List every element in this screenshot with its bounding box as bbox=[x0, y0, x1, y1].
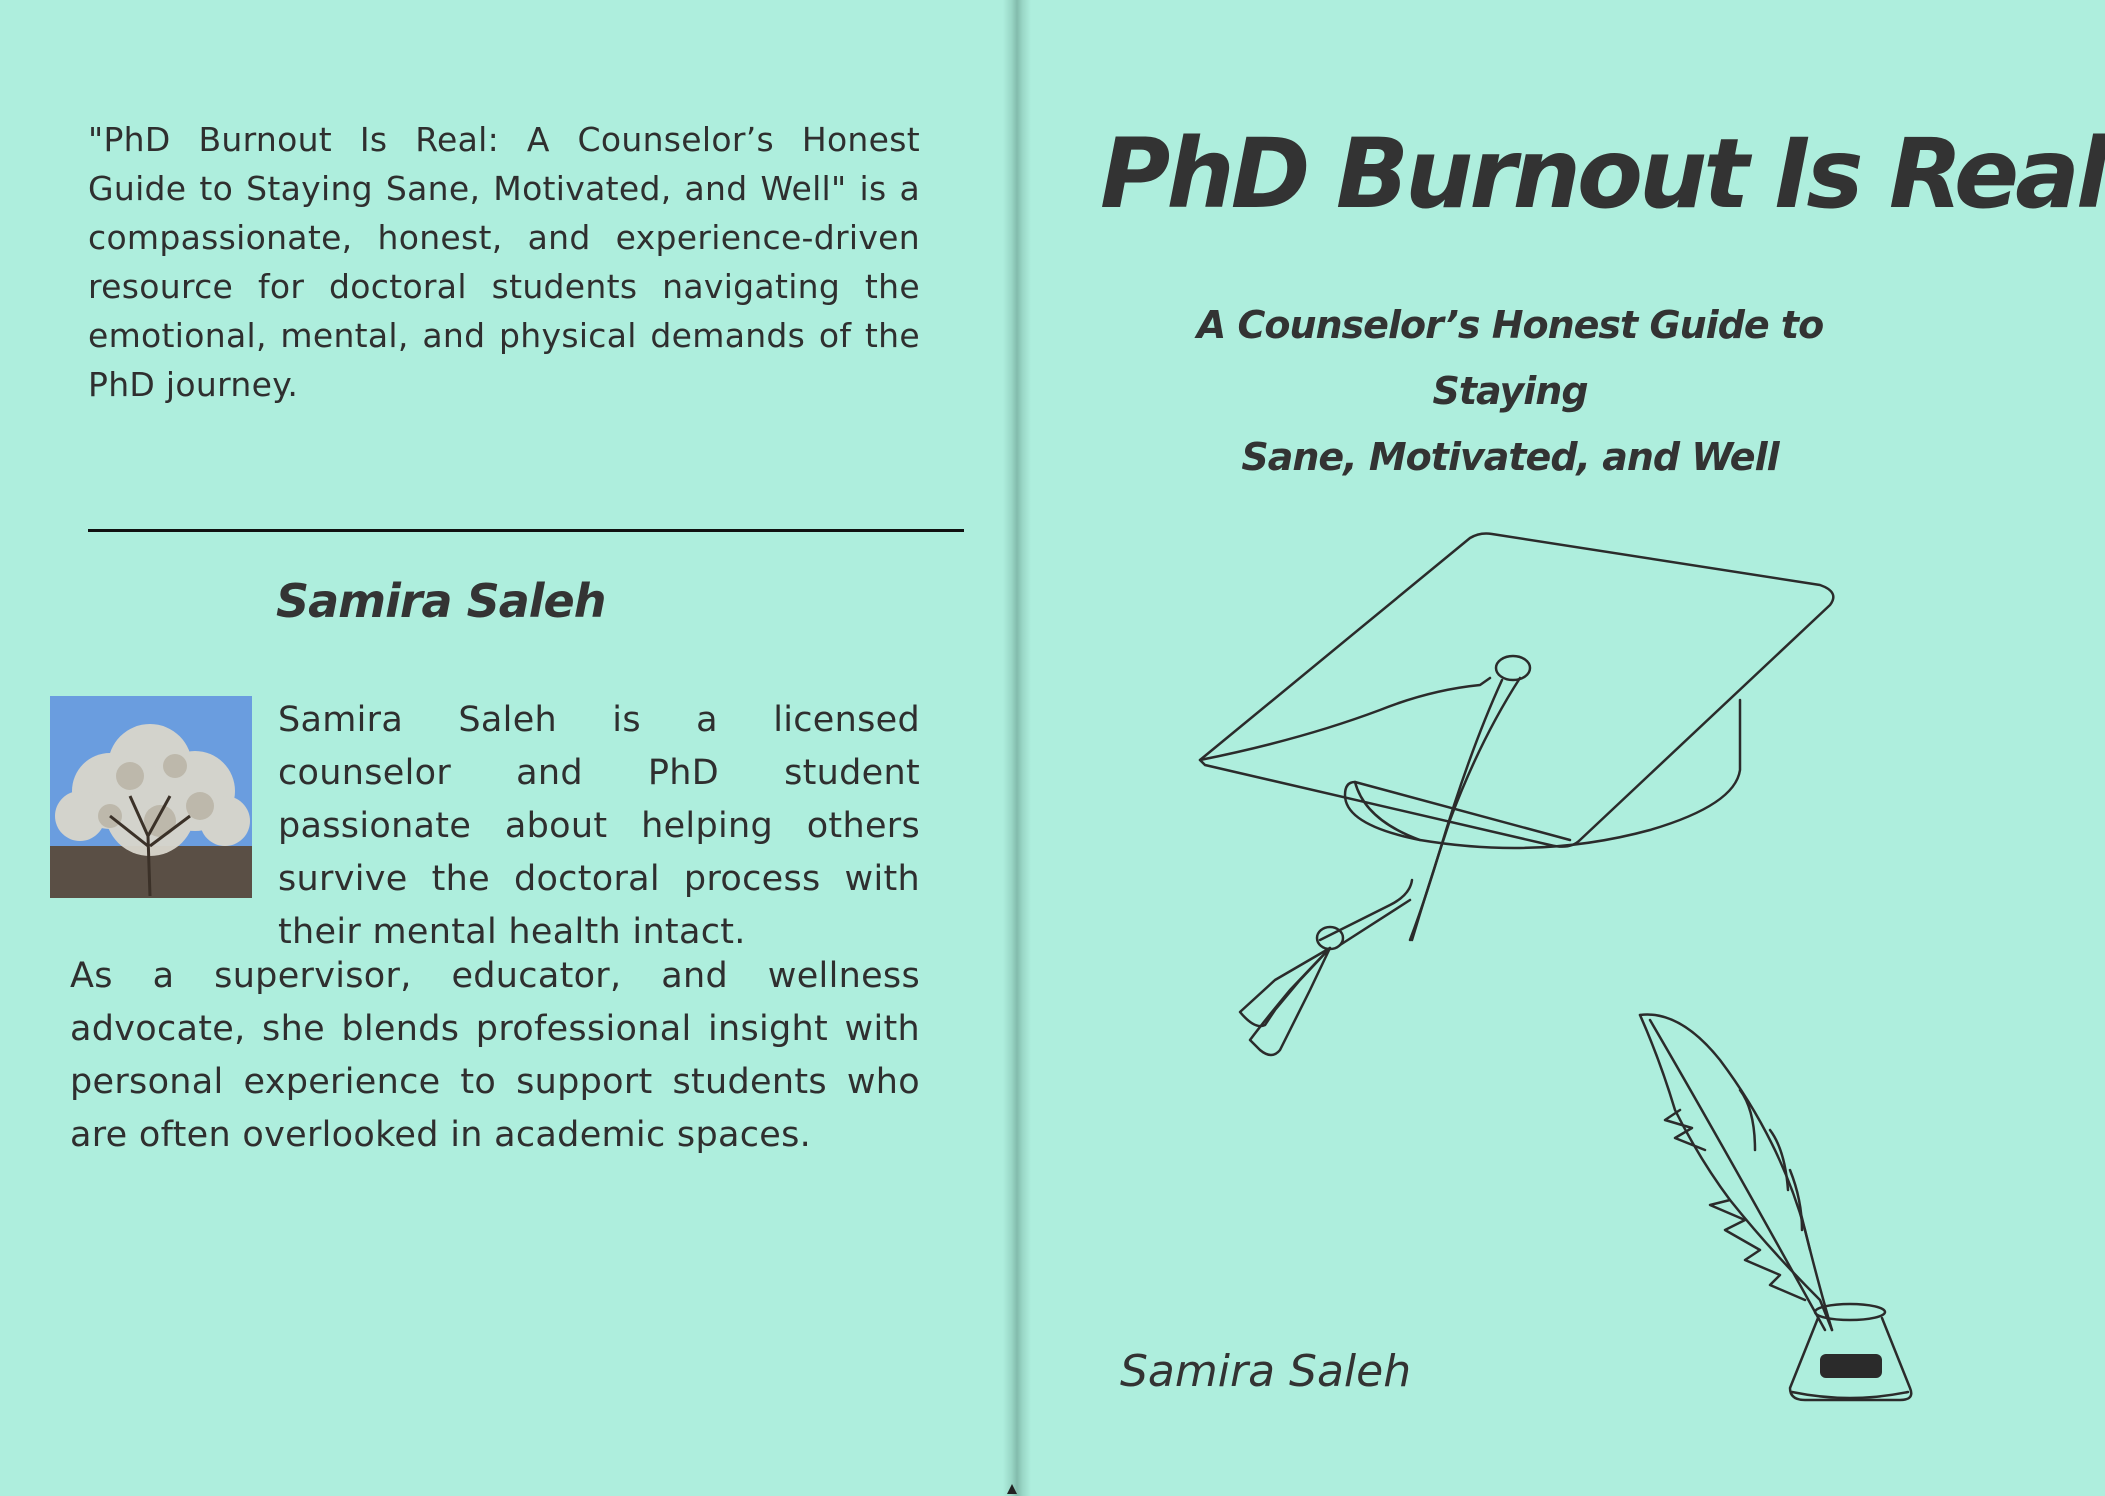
subtitle-line-2: Sane, Motivated, and Well bbox=[1241, 435, 1779, 479]
book-spine bbox=[1003, 0, 1031, 1496]
quill-inkwell-icon bbox=[1620, 1000, 1920, 1420]
author-avatar bbox=[50, 696, 252, 898]
author-heading: Samira Saleh bbox=[276, 574, 606, 628]
author-bio-paragraph-1: Samira Saleh is a licensed counselor and PhD student passionate about helping others survive the doctoral process with their mental health intact. bbox=[278, 700, 920, 952]
author-bio-paragraph-2: As a supervisor, educator, and wellness advocate, she blends professional insight with personal experience to support students who are often overlooked in academic spaces. bbox=[70, 956, 920, 1155]
spine-marker-icon bbox=[1007, 1484, 1017, 1494]
subtitle-line-1: A Counselor’s Honest Guide to Staying bbox=[1196, 303, 1824, 413]
divider-rule bbox=[88, 529, 964, 532]
tree-photo-icon bbox=[50, 696, 252, 898]
cover-author-name: Samira Saleh bbox=[1120, 1346, 1412, 1397]
back-cover-blurb: "PhD Burnout Is Real: A Counselor’s Honest Guide to Staying Sane, Motivated, and Well" is a compassionate, honest, and experience-driven resource for doctoral students navigating the emotional, mental, and physical demands of the PhD journey. bbox=[88, 120, 920, 404]
book-title: PhD Burnout Is Real bbox=[1100, 118, 2105, 230]
book-subtitle bbox=[1150, 292, 1870, 490]
graduation-cap-icon bbox=[1180, 520, 1880, 1080]
